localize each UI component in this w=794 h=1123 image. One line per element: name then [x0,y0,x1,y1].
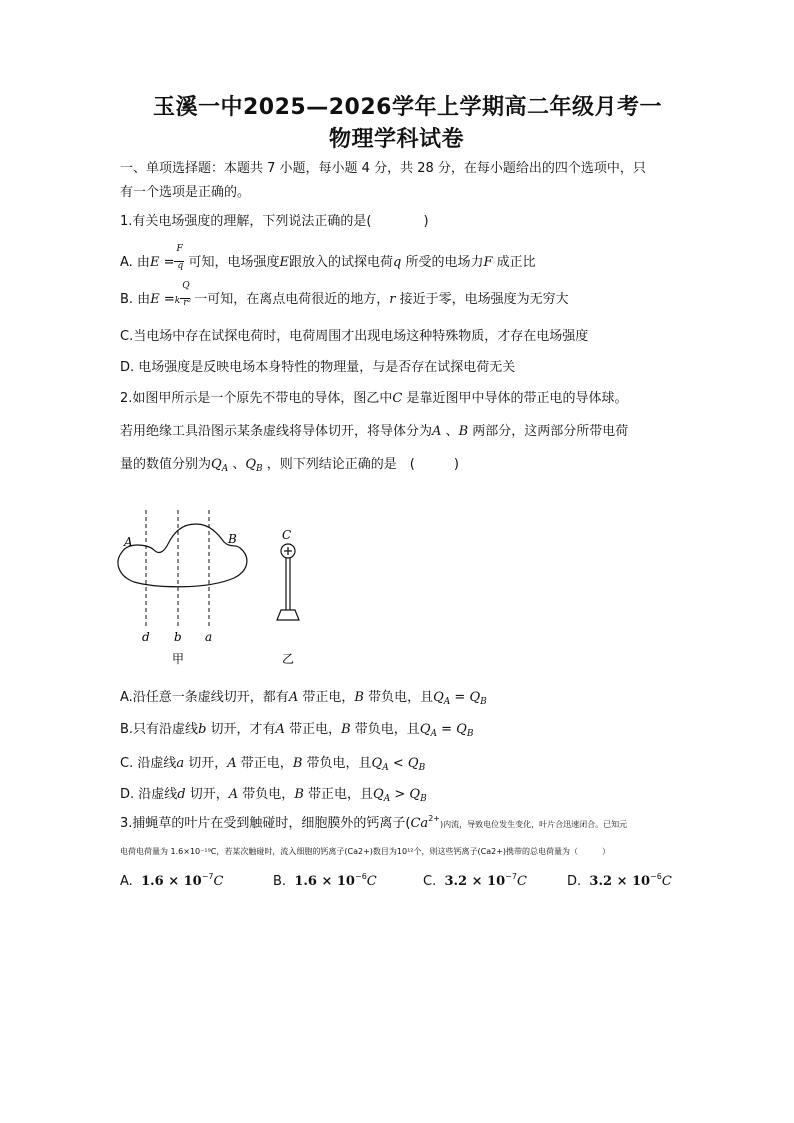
q3-opt-unit: C [516,874,527,889]
q2-opt-var-B: B [354,690,364,705]
q1-a-var-E: E [149,255,160,270]
q2-opt-var-B: B [294,787,304,802]
q2-option-a [120,686,487,705]
q2-opt-relation: > [394,787,406,802]
q2-option-c [120,752,425,771]
q2-opt-mid2: 带负电，且 [306,756,372,771]
q3-opt-label: C. [423,874,437,889]
q2-opt-relation: = [441,722,453,737]
q2-opt-pre2: 切开， [189,787,229,802]
q3-opt-mantissa: 3.2 × 10 [444,874,506,889]
q3-l1-text-a: 3.捕蝇草的叶片在受到触碰时，细胞膜外的钙离子( [120,816,411,831]
q3-opt-mantissa: 1.6 × 10 [294,874,355,889]
q1-a-text1: 可知，电场强度 [188,255,280,270]
q3-l1-ion-charge: 2+ [428,814,440,823]
q2-opt-QA: Q [371,756,383,771]
q2-opt-QA-sub: A [430,729,437,739]
q2-l3-sub-B: B [256,464,263,474]
q1-b-text1: 一可知，在离点电荷很近的地方， [194,292,390,307]
q1-b-var-E: E [150,292,160,307]
q3-opt-exponent: −7 [201,872,214,881]
q1-b-k: k [174,296,181,306]
section-header-line2: 有一个选项是正确的。 [120,185,251,200]
q3-opt-label: A. [120,874,133,889]
q3-option-b [273,874,377,889]
q2-l3-var-QB: Q [245,457,257,472]
label-b: b [174,630,182,644]
q1-stem: 1.有关电场强度的理解，下列说法正确的是( ) [120,214,429,229]
q2-l3-text-b: ，则下列结论正确的是 ( ) [266,457,459,472]
q3-l2-text-a: 电荷电荷量为 1.6×10⁻¹⁹C，若某次触碰时，流入细胞的钙离子(Ca2+)数目为 [120,847,397,856]
q2-opt-QB-sub: B [466,729,474,739]
q2-l1-text-b: 是靠近图甲中导体的带正电的导体球。 [406,391,628,406]
q2-opt-pre: B.只有沿虚线 [120,722,199,737]
q3-opt-mantissa: 1.6 × 10 [141,874,202,889]
q3-option-d [567,874,672,889]
q2-opt-QA: Q [373,787,384,802]
q1-b-prefix: B. 由 [120,292,151,307]
label-a: a [205,630,213,644]
q2-opt-QA-sub: A [443,697,451,707]
q3-stem-line2 [120,846,610,857]
q2-opt-pre2: 切开， [188,756,228,771]
q2-opt-var-B: B [292,756,303,771]
q1-b-denominator: r² [183,297,192,308]
q3-opt-unit: C [661,874,672,889]
q2-l3-sep: 、 [232,457,246,472]
q2-opt-QB: Q [409,787,421,802]
q2-option-d [120,783,427,802]
q2-opt-pre: C. 沿虚线 [120,756,177,771]
q1-a-var-E2: E [279,255,289,270]
q1-b-text2: 接近于零，电场强度为无穷大 [399,292,569,307]
q3-opt-unit: C [366,874,377,889]
q2-opt-mid1: 带正电， [289,722,342,737]
q3-l2-text-b: 个，则这些钙离子(Ca2+)携带的总电荷量为（ ） [413,847,611,856]
q2-opt-mid2: 带正电，且 [308,787,374,802]
q2-l2-text-a: 若用绝缘工具沿图示某条虚线将导体切开，将导体分为 [120,424,433,439]
q3-option-a [120,874,223,889]
q3-opt-unit: C [213,874,224,889]
q2-figure [110,500,330,670]
q1-a-text2: 跟放入的试探电荷 [288,255,393,270]
label-A: A [124,535,133,549]
stand-base [277,610,299,620]
q2-l2-text-b: 两部分，这两部分所带电荷 [472,424,629,439]
q1-b-var-r: r [389,292,396,307]
q2-opt-QB-sub: B [480,697,487,707]
q2-opt-QB-sub: B [418,763,426,773]
q2-opt-var-B: B [341,722,351,737]
q2-l2-var-B: B [458,424,469,439]
q2-opt-QA-sub: A [383,794,391,804]
q3-opt-exponent: −7 [505,872,517,881]
q1-option-d: D. 电场强度是反映电场本身特性的物理量，与是否存在试探电荷无关 [120,360,516,375]
q2-opt-QB-sub: B [420,794,427,804]
q2-opt-var-A: A [227,756,237,771]
q2-stem-line2 [120,420,628,439]
label-C: C [282,528,292,542]
q1-a-var-F: F [483,255,493,270]
q1-a-text3: 所受的电场力 [405,255,484,270]
q2-opt-mid1: 带正电， [302,690,355,705]
q2-opt-QA-sub: A [382,763,389,773]
q2-l2-var-A: A [432,424,442,439]
q2-opt-var-A: A [275,722,285,737]
q1-option-a: A. 由E = $\frac{F}{q}$ 可知，电场强度E跟放入的试探电荷q 所受的电场力F 成正比 [120,243,536,271]
caption-yi: 乙 [282,652,295,666]
label-B: B [228,532,237,546]
q2-opt-pre2: 切开，才有 [210,722,276,737]
q3-l1-ion: Ca [410,816,429,831]
q2-opt-mid1: 带正电， [240,756,293,771]
q2-opt-mid2: 带负电，且 [368,690,434,705]
q1-a-numerator: F [176,243,183,254]
q1-a-prefix: A. 由 [120,255,150,270]
q1-option-b: B. 由E =k $\frac{Q}{\text{r²}}$ 一可知，在离点电荷很近的地方，r 接近于零，电场强度为无穷大 [120,280,569,308]
q2-stem-line3 [120,453,459,472]
q2-opt-QB: Q [407,756,419,771]
label-d: d [142,630,150,644]
q3-l2-exp: 10¹² [396,847,414,856]
q2-l2-sep: 、 [445,424,459,439]
q1-a-fraction [174,243,188,271]
q2-opt-cut-line: a [176,756,185,771]
section-header-line1: 一、单项选择题：本题共 7 小题，每小题 4 分，共 28 分，在每小题给出的四个选项中，只 [120,161,646,176]
q2-option-b [120,718,473,737]
q3-opt-label: B. [273,874,287,889]
q2-l3-var-QA: Q [211,457,222,472]
q1-b-fraction [180,280,194,308]
q2-opt-var-A: A [228,787,239,802]
q2-opt-cut-line: d [177,787,186,802]
q3-l1-text-small: )内流，导致电位发生变化，叶片合迅速闭合。已知元 [439,820,628,829]
q2-l3-text-a: 量的数值分别为 [120,457,212,472]
q2-opt-var-A: A [288,690,299,705]
q1-b-numerator: Q [182,280,190,291]
q2-l1-text-a: 2.如图甲所示是一个原先不带电的导体，图乙中 [120,391,393,406]
q1-option-c: C.当电场中存在试探电荷时，电荷周围才出现电场这种特殊物质，才存在电场强度 [120,329,589,344]
q2-opt-QA: Q [433,690,444,705]
q2-opt-pre: D. 沿虚线 [120,787,178,802]
q3-opt-label: D. [567,874,582,889]
q3-opt-mantissa: 3.2 × 10 [589,874,651,889]
q1-a-denominator: q [177,260,184,271]
q2-stem-line1 [120,387,628,406]
exam-title-line2: 物理学科试卷 [329,127,465,152]
caption-jia: 甲 [172,652,185,666]
q2-opt-QB: Q [456,722,467,737]
q2-opt-mid2: 带负电，且 [354,722,420,737]
q1-a-text4: 成正比 [496,255,536,270]
exam-title-line1: 玉溪一中2025—2026学年上学期高二年级月考一 [153,95,662,120]
q1-a-var-q: q [393,255,402,270]
q2-opt-relation: < [392,756,404,771]
q3-stem-line1 [120,812,627,831]
q2-opt-QB: Q [469,690,481,705]
q2-opt-pre: A.沿任意一条虚线切开，都有 [120,690,289,705]
q3-opt-exponent: −6 [354,872,367,881]
q3-opt-exponent: −6 [650,872,662,881]
q2-l1-var-C: C [392,391,403,406]
q3-option-c [423,874,527,889]
q2-opt-relation: = [454,690,466,705]
q2-opt-cut-line: b [198,722,207,737]
q2-l3-sub-A: A [221,464,229,474]
q2-opt-mid1: 带负电， [242,787,295,802]
q2-opt-QA: Q [419,722,431,737]
